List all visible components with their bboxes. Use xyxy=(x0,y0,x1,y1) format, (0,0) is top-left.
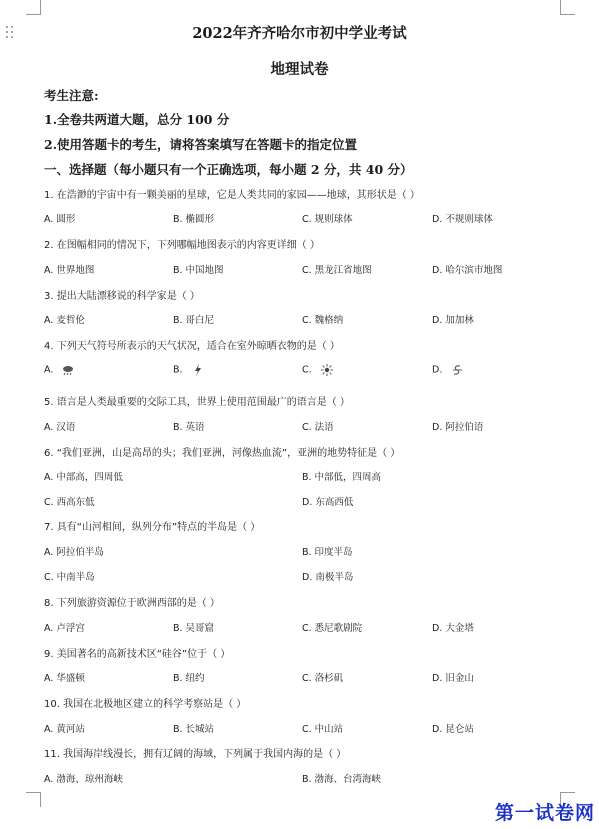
option-d: D. 阿拉伯语 xyxy=(432,422,484,433)
option-d: D. 不规则球体 xyxy=(432,214,493,225)
notes-line-1: 1.全卷共两道大题，总分 100 分 xyxy=(44,112,230,127)
option-d: D. 大金塔 xyxy=(432,623,474,634)
question-stem: 4. 下列天气符号所表示的天气状况，适合在室外晾晒衣物的是（ ） xyxy=(44,341,340,352)
option-d: D. 南极半岛 xyxy=(302,572,354,583)
question-stem: 10. 我国在北极地区建立的科学考察站是（ ） xyxy=(44,699,247,710)
option-d: D. 哈尔滨市地图 xyxy=(432,265,503,276)
rain-cloud-icon xyxy=(62,364,74,376)
option-a: A. 汉语 xyxy=(44,422,76,433)
option-a: A. 黄河站 xyxy=(44,724,85,735)
site-watermark: 第一试卷网 xyxy=(494,802,595,824)
option-d: D. 旧金山 xyxy=(432,673,474,684)
option-a: A. 渤海、琼州海峡 xyxy=(44,774,123,785)
option-c: C. 魏格纳 xyxy=(302,315,344,326)
option-label: B. xyxy=(173,364,183,376)
crop-mark-bottom-left xyxy=(26,792,41,807)
option-a xyxy=(44,364,74,376)
notes-line-2: 2.使用答题卡的考生，请将答案填写在答题卡的指定位置 xyxy=(44,137,358,152)
option-c: C. 规则球体 xyxy=(302,214,353,225)
option-b xyxy=(173,364,204,376)
option-a: A. 圆形 xyxy=(44,214,76,225)
lightning-icon xyxy=(192,364,204,376)
question-stem: 9. 美国著名的高新技术区“硅谷”位于（ ） xyxy=(44,649,231,660)
option-d: D. 昆仑站 xyxy=(432,724,474,735)
option-c: C. 悉尼歌剧院 xyxy=(302,623,363,634)
option-b: B. 纽约 xyxy=(173,673,205,684)
option-b: B. 中国地图 xyxy=(173,265,224,276)
option-a: A. 华盛顿 xyxy=(44,673,85,684)
question-stem: 8. 下列旅游资源位于欧洲西部的是（ ） xyxy=(44,598,220,609)
option-c: C. 洛杉矶 xyxy=(302,673,344,684)
notes-heading: 考生注意: xyxy=(44,88,99,103)
question-stem: 3. 提出大陆漂移说的科学家是（ ） xyxy=(44,291,200,302)
question-stem: 11. 我国海岸线漫长，拥有辽阔的海域，下列属于我国内海的是（ ） xyxy=(44,749,347,760)
option-c: C. 黑龙江省地图 xyxy=(302,265,372,276)
option-c: C. 中山站 xyxy=(302,724,344,735)
question-stem: 7. 具有“山河相间，纵列分布”特点的半岛是（ ） xyxy=(44,522,261,533)
option-label: A. xyxy=(44,364,54,376)
option-a: A. 麦哲伦 xyxy=(44,315,85,326)
option-b: B. 哥白尼 xyxy=(173,315,215,326)
option-b: B. 吴哥窟 xyxy=(173,623,215,634)
option-b: B. 英语 xyxy=(173,422,205,433)
exam-title: 2022年齐齐哈尔市初中学业考试 xyxy=(192,25,407,42)
option-b: B. 中部低，四周高 xyxy=(302,472,382,483)
option-b: B. 渤海、台湾海峡 xyxy=(302,774,382,785)
crop-mark-top-right xyxy=(560,0,575,15)
option-c: C. 西高东低 xyxy=(44,497,95,508)
question-stem: 6. “我们亚洲，山是高昂的头；我们亚洲，河像热血流”，亚洲的地势特征是（ ） xyxy=(44,448,401,459)
option-label: D. xyxy=(432,364,443,376)
option-a: A. 世界地图 xyxy=(44,265,95,276)
option-c xyxy=(302,364,333,376)
option-d: D. 加加林 xyxy=(432,315,474,326)
question-stem: 2. 在图幅相同的情况下，下列哪幅地图表示的内容更详细（ ） xyxy=(44,240,320,251)
option-b: B. 印度半岛 xyxy=(302,547,353,558)
section-heading: 一、选择题（每小题只有一个正确选项，每小题 2 分，共 40 分） xyxy=(44,162,413,177)
option-c: C. 法语 xyxy=(302,422,334,433)
sun-icon xyxy=(321,364,333,376)
question-stem: 5. 语言是人类最重要的交际工具，世界上使用范围最广的语言是（ ） xyxy=(44,397,350,408)
option-a: A. 中部高，四周低 xyxy=(44,472,123,483)
option-b: B. 椭圆形 xyxy=(173,214,215,225)
crop-mark-top-left xyxy=(26,0,41,15)
option-a: A. 卢浮宫 xyxy=(44,623,85,634)
option-d: D. 东高西低 xyxy=(302,497,354,508)
sandstorm-icon xyxy=(451,364,463,376)
option-d xyxy=(432,364,463,376)
option-c: C. 中南半岛 xyxy=(44,572,95,583)
exam-subtitle: 地理试卷 xyxy=(270,61,329,78)
option-b: B. 长城站 xyxy=(173,724,215,735)
option-label: C. xyxy=(302,364,312,376)
option-a: A. 阿拉伯半岛 xyxy=(44,547,104,558)
question-stem: 1. 在浩渺的宇宙中有一颗美丽的星球，它是人类共同的家园——地球，其形状是（ ） xyxy=(44,190,420,201)
